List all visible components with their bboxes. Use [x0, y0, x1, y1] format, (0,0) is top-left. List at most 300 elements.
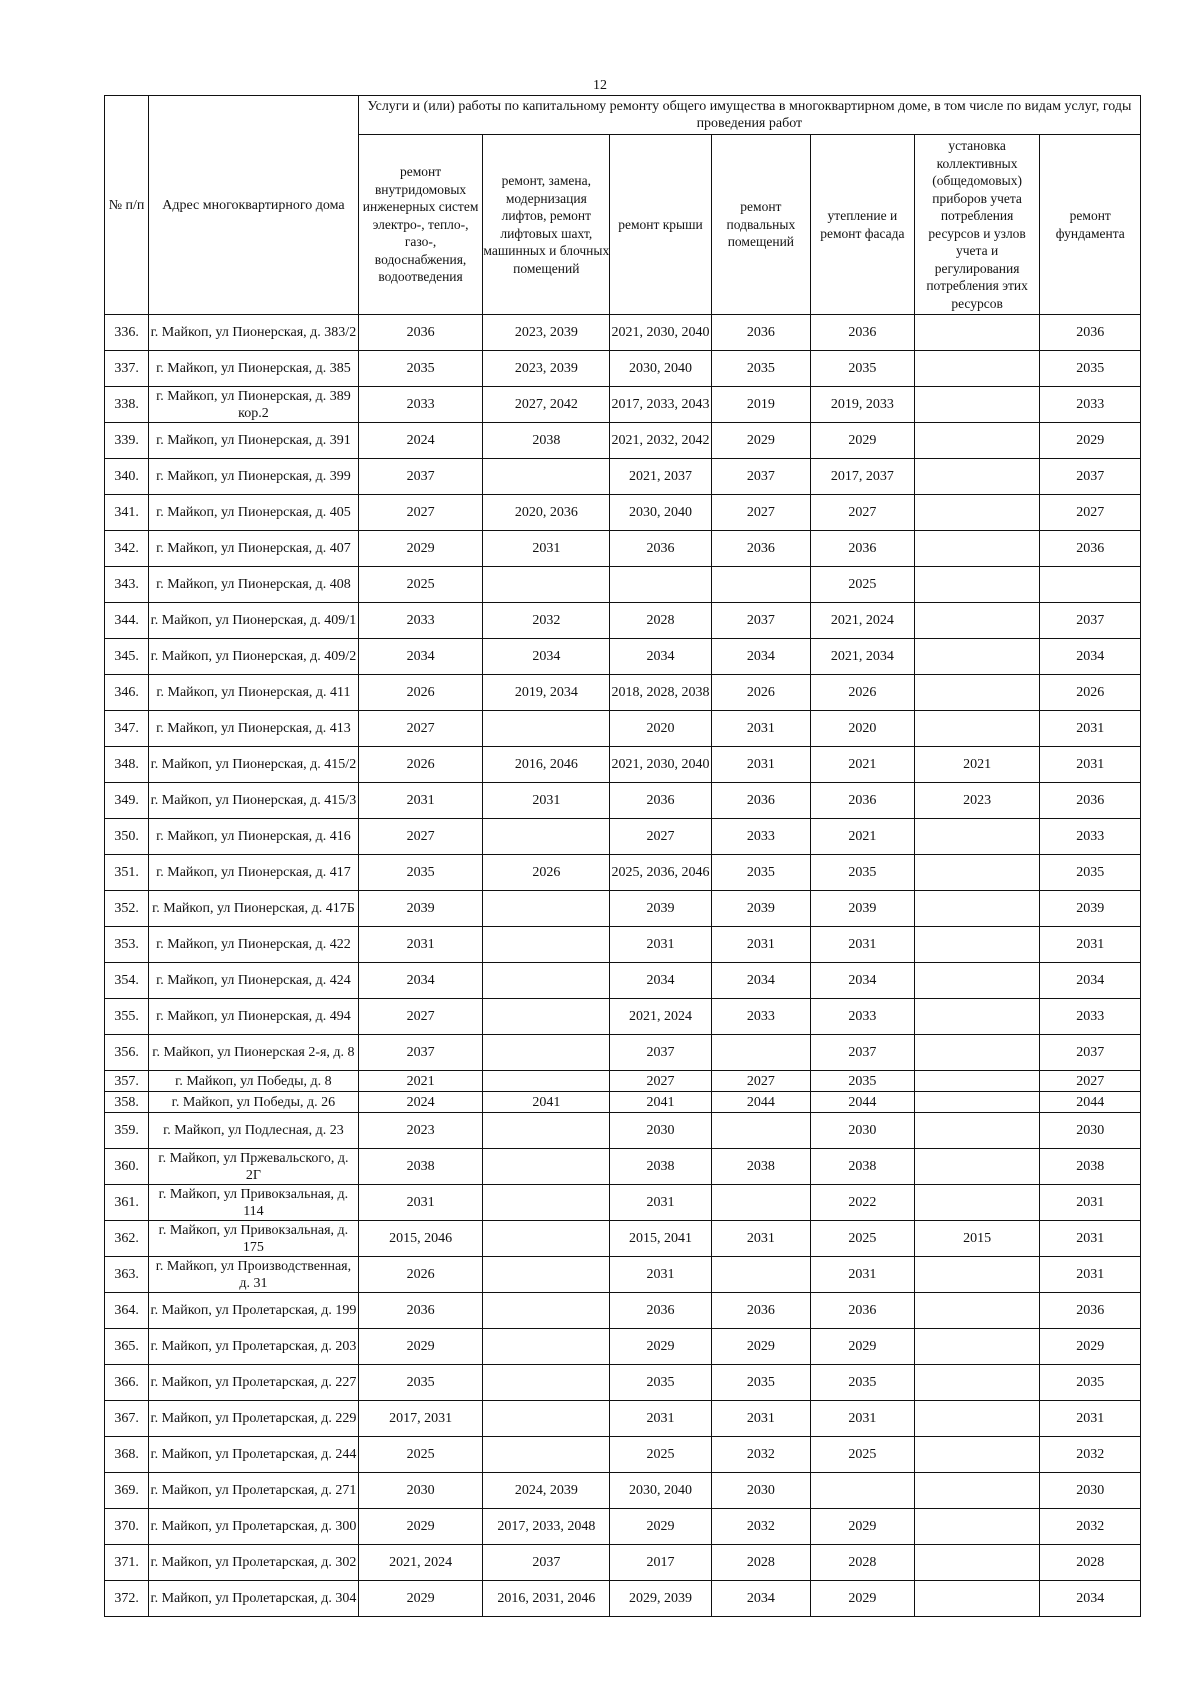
cell-roof: 2017	[610, 1545, 711, 1581]
cell-engineering-systems: 2031	[358, 927, 483, 963]
cell-engineering-systems: 2035	[358, 855, 483, 891]
row-number: 352.	[105, 891, 149, 927]
cell-engineering-systems: 2027	[358, 495, 483, 531]
cell-metering-devices	[914, 1185, 1040, 1221]
address-cell: г. Майкоп, ул Победы, д. 8	[149, 1071, 359, 1092]
address-cell: г. Майкоп, ул Пионерская, д. 417	[149, 855, 359, 891]
header-num: № п/п	[105, 96, 149, 315]
header-facade: утепление и ремонт фасада	[811, 135, 915, 315]
cell-basement: 2044	[711, 1092, 810, 1113]
table-row	[105, 1293, 1141, 1329]
row-number: 370.	[105, 1509, 149, 1545]
cell-basement: 2035	[711, 351, 810, 387]
cell-facade: 2029	[811, 423, 915, 459]
cell-metering-devices	[914, 1071, 1040, 1092]
table-row	[105, 1035, 1141, 1071]
cell-metering-devices	[914, 1437, 1040, 1473]
table-row	[105, 351, 1141, 387]
cell-basement: 2039	[711, 891, 810, 927]
address-cell: г. Майкоп, ул Пролетарская, д. 203	[149, 1329, 359, 1365]
cell-metering-devices	[914, 1329, 1040, 1365]
cell-facade: 2022	[811, 1185, 915, 1221]
address-cell: г. Майкоп, ул Пролетарская, д. 304	[149, 1581, 359, 1617]
cell-basement: 2031	[711, 1401, 810, 1437]
capital-repair-table	[104, 95, 1141, 1617]
cell-roof: 2021, 2032, 2042	[610, 423, 711, 459]
cell-foundation: 2039	[1040, 891, 1141, 927]
row-number: 364.	[105, 1293, 149, 1329]
table-row	[105, 531, 1141, 567]
address-cell: г. Майкоп, ул Подлесная, д. 23	[149, 1113, 359, 1149]
table-row	[105, 1113, 1141, 1149]
cell-foundation: 2034	[1040, 639, 1141, 675]
header-address: Адрес многоквартирного дома	[149, 96, 359, 315]
cell-facade: 2035	[811, 351, 915, 387]
table-row	[105, 495, 1141, 531]
cell-foundation: 2037	[1040, 603, 1141, 639]
cell-metering-devices	[914, 1365, 1040, 1401]
row-number: 350.	[105, 819, 149, 855]
cell-basement: 2035	[711, 855, 810, 891]
cell-elevators	[483, 1437, 610, 1473]
cell-engineering-systems: 2029	[358, 1581, 483, 1617]
cell-foundation: 2027	[1040, 495, 1141, 531]
cell-facade: 2036	[811, 531, 915, 567]
cell-basement: 2019	[711, 387, 810, 423]
cell-basement	[711, 1185, 810, 1221]
cell-roof: 2030, 2040	[610, 351, 711, 387]
cell-basement: 2031	[711, 1221, 810, 1257]
header-roof: ремонт крыши	[610, 135, 711, 315]
cell-roof: 2021, 2030, 2040	[610, 747, 711, 783]
page-number: 12	[593, 78, 607, 93]
cell-basement: 2031	[711, 927, 810, 963]
address-cell: г. Майкоп, ул Пионерская, д. 389 кор.2	[149, 387, 359, 423]
table-row	[105, 819, 1141, 855]
cell-engineering-systems: 2031	[358, 783, 483, 819]
cell-facade: 2026	[811, 675, 915, 711]
cell-roof: 2031	[610, 1401, 711, 1437]
cell-engineering-systems: 2025	[358, 1437, 483, 1473]
cell-facade: 2035	[811, 1365, 915, 1401]
table-row	[105, 1221, 1141, 1257]
table-row	[105, 999, 1141, 1035]
table-row	[105, 1257, 1141, 1293]
table-row	[105, 603, 1141, 639]
table-row	[105, 387, 1141, 423]
cell-roof: 2039	[610, 891, 711, 927]
address-cell: г. Майкоп, ул Пионерская, д. 385	[149, 351, 359, 387]
cell-facade: 2021	[811, 747, 915, 783]
cell-foundation: 2035	[1040, 351, 1141, 387]
cell-facade	[811, 1473, 915, 1509]
cell-metering-devices	[914, 1401, 1040, 1437]
cell-facade: 2029	[811, 1509, 915, 1545]
cell-facade: 2020	[811, 711, 915, 747]
cell-elevators	[483, 1401, 610, 1437]
cell-roof: 2029	[610, 1509, 711, 1545]
cell-metering-devices	[914, 639, 1040, 675]
cell-elevators	[483, 1185, 610, 1221]
table-row	[105, 1092, 1141, 1113]
cell-elevators: 2032	[483, 603, 610, 639]
cell-roof: 2029	[610, 1329, 711, 1365]
address-cell: г. Майкоп, ул Пионерская, д. 416	[149, 819, 359, 855]
cell-foundation: 2031	[1040, 1221, 1141, 1257]
cell-basement: 2036	[711, 531, 810, 567]
cell-facade: 2027	[811, 495, 915, 531]
cell-foundation: 2033	[1040, 999, 1141, 1035]
cell-engineering-systems: 2034	[358, 963, 483, 999]
cell-foundation: 2033	[1040, 819, 1141, 855]
cell-basement	[711, 1257, 810, 1293]
cell-roof: 2036	[610, 783, 711, 819]
address-cell: г. Майкоп, ул Пионерская, д. 405	[149, 495, 359, 531]
cell-metering-devices	[914, 387, 1040, 423]
cell-roof: 2027	[610, 819, 711, 855]
cell-foundation: 2034	[1040, 1581, 1141, 1617]
table-row	[105, 567, 1141, 603]
row-number: 356.	[105, 1035, 149, 1071]
cell-basement: 2032	[711, 1437, 810, 1473]
cell-basement: 2029	[711, 1329, 810, 1365]
cell-roof: 2038	[610, 1149, 711, 1185]
cell-facade: 2021, 2024	[811, 603, 915, 639]
cell-basement: 2037	[711, 459, 810, 495]
cell-metering-devices: 2023	[914, 783, 1040, 819]
cell-facade: 2025	[811, 1221, 915, 1257]
row-number: 351.	[105, 855, 149, 891]
cell-roof: 2021, 2030, 2040	[610, 315, 711, 351]
cell-roof: 2031	[610, 1185, 711, 1221]
cell-elevators: 2031	[483, 531, 610, 567]
cell-metering-devices	[914, 1092, 1040, 1113]
cell-metering-devices	[914, 1545, 1040, 1581]
cell-elevators	[483, 963, 610, 999]
cell-foundation: 2031	[1040, 1185, 1141, 1221]
cell-basement: 2026	[711, 675, 810, 711]
cell-engineering-systems: 2017, 2031	[358, 1401, 483, 1437]
row-number: 339.	[105, 423, 149, 459]
cell-foundation: 2029	[1040, 423, 1141, 459]
cell-metering-devices	[914, 675, 1040, 711]
address-cell: г. Майкоп, ул Пролетарская, д. 199	[149, 1293, 359, 1329]
cell-engineering-systems: 2033	[358, 387, 483, 423]
row-number: 354.	[105, 963, 149, 999]
cell-metering-devices	[914, 963, 1040, 999]
cell-basement: 2031	[711, 711, 810, 747]
address-cell: г. Майкоп, ул Пролетарская, д. 302	[149, 1545, 359, 1581]
cell-roof: 2034	[610, 963, 711, 999]
cell-metering-devices	[914, 495, 1040, 531]
table-row	[105, 1509, 1141, 1545]
cell-metering-devices	[914, 315, 1040, 351]
cell-metering-devices	[914, 567, 1040, 603]
cell-roof: 2018, 2028, 2038	[610, 675, 711, 711]
cell-facade: 2038	[811, 1149, 915, 1185]
row-number: 355.	[105, 999, 149, 1035]
cell-elevators: 2037	[483, 1545, 610, 1581]
address-cell: г. Майкоп, ул Пролетарская, д. 300	[149, 1509, 359, 1545]
cell-elevators	[483, 1035, 610, 1071]
cell-metering-devices	[914, 1293, 1040, 1329]
cell-metering-devices	[914, 1149, 1040, 1185]
cell-elevators	[483, 1293, 610, 1329]
cell-elevators	[483, 1113, 610, 1149]
cell-foundation: 2031	[1040, 711, 1141, 747]
cell-roof: 2028	[610, 603, 711, 639]
cell-roof: 2030, 2040	[610, 1473, 711, 1509]
address-cell: г. Майкоп, ул Пионерская, д. 407	[149, 531, 359, 567]
cell-foundation: 2031	[1040, 1401, 1141, 1437]
cell-foundation: 2035	[1040, 1365, 1141, 1401]
cell-roof	[610, 567, 711, 603]
address-cell: г. Майкоп, ул Пржевальского, д. 2Г	[149, 1149, 359, 1185]
cell-facade: 2037	[811, 1035, 915, 1071]
cell-facade: 2036	[811, 783, 915, 819]
cell-metering-devices	[914, 531, 1040, 567]
cell-facade: 2019, 2033	[811, 387, 915, 423]
address-cell: г. Майкоп, ул Пионерская, д. 399	[149, 459, 359, 495]
cell-roof: 2017, 2033, 2043	[610, 387, 711, 423]
address-cell: г. Майкоп, ул Пионерская, д. 391	[149, 423, 359, 459]
cell-foundation: 2036	[1040, 315, 1141, 351]
table-row	[105, 747, 1141, 783]
cell-foundation: 2028	[1040, 1545, 1141, 1581]
cell-foundation: 2026	[1040, 675, 1141, 711]
cell-foundation: 2032	[1040, 1509, 1141, 1545]
cell-basement: 2037	[711, 603, 810, 639]
cell-basement: 2034	[711, 1581, 810, 1617]
table-row	[105, 1473, 1141, 1509]
row-number: 346.	[105, 675, 149, 711]
cell-basement	[711, 1035, 810, 1071]
cell-facade: 2031	[811, 1401, 915, 1437]
cell-engineering-systems: 2026	[358, 1257, 483, 1293]
table-row	[105, 1149, 1141, 1185]
cell-foundation: 2031	[1040, 927, 1141, 963]
table-row	[105, 1437, 1141, 1473]
row-number: 341.	[105, 495, 149, 531]
row-number: 359.	[105, 1113, 149, 1149]
row-number: 345.	[105, 639, 149, 675]
cell-roof: 2031	[610, 927, 711, 963]
cell-metering-devices	[914, 891, 1040, 927]
address-cell: г. Майкоп, ул Пролетарская, д. 229	[149, 1401, 359, 1437]
cell-foundation: 2030	[1040, 1113, 1141, 1149]
cell-elevators	[483, 459, 610, 495]
row-number: 365.	[105, 1329, 149, 1365]
row-number: 349.	[105, 783, 149, 819]
cell-facade: 2033	[811, 999, 915, 1035]
cell-roof: 2025, 2036, 2046	[610, 855, 711, 891]
cell-basement: 2038	[711, 1149, 810, 1185]
cell-elevators: 2041	[483, 1092, 610, 1113]
table-row	[105, 423, 1141, 459]
row-number: 338.	[105, 387, 149, 423]
cell-engineering-systems: 2036	[358, 315, 483, 351]
table-row	[105, 1185, 1141, 1221]
cell-engineering-systems: 2035	[358, 1365, 483, 1401]
cell-metering-devices	[914, 1113, 1040, 1149]
row-number: 353.	[105, 927, 149, 963]
address-cell: г. Майкоп, ул Пионерская 2-я, д. 8	[149, 1035, 359, 1071]
cell-facade: 2028	[811, 1545, 915, 1581]
address-cell: г. Майкоп, ул Пионерская, д. 383/2	[149, 315, 359, 351]
table-body	[105, 315, 1141, 1617]
table-row	[105, 1365, 1141, 1401]
cell-elevators	[483, 567, 610, 603]
cell-elevators: 2024, 2039	[483, 1473, 610, 1509]
header-foundation: ремонт фундамента	[1040, 135, 1141, 315]
cell-engineering-systems: 2029	[358, 1329, 483, 1365]
cell-foundation: 2031	[1040, 1257, 1141, 1293]
table-row	[105, 1545, 1141, 1581]
cell-elevators	[483, 1221, 610, 1257]
cell-elevators	[483, 927, 610, 963]
cell-facade: 2031	[811, 1257, 915, 1293]
cell-engineering-systems: 2027	[358, 711, 483, 747]
cell-basement: 2029	[711, 423, 810, 459]
address-cell: г. Майкоп, ул Пионерская, д. 417Б	[149, 891, 359, 927]
cell-engineering-systems: 2026	[358, 747, 483, 783]
cell-elevators	[483, 1257, 610, 1293]
address-cell: г. Майкоп, ул Пионерская, д. 409/1	[149, 603, 359, 639]
cell-foundation: 2036	[1040, 1293, 1141, 1329]
row-number: 344.	[105, 603, 149, 639]
table-row	[105, 639, 1141, 675]
cell-roof: 2021, 2037	[610, 459, 711, 495]
cell-engineering-systems: 2021	[358, 1071, 483, 1092]
cell-basement: 2033	[711, 999, 810, 1035]
cell-engineering-systems: 2023	[358, 1113, 483, 1149]
cell-facade: 2039	[811, 891, 915, 927]
cell-foundation: 2034	[1040, 963, 1141, 999]
cell-engineering-systems: 2024	[358, 423, 483, 459]
cell-basement: 2030	[711, 1473, 810, 1509]
cell-elevators: 2023, 2039	[483, 315, 610, 351]
cell-roof: 2029, 2039	[610, 1581, 711, 1617]
header-basement: ремонт подвальных помещений	[711, 135, 810, 315]
cell-facade: 2036	[811, 1293, 915, 1329]
cell-elevators: 2016, 2046	[483, 747, 610, 783]
cell-elevators: 2017, 2033, 2048	[483, 1509, 610, 1545]
cell-engineering-systems: 2027	[358, 999, 483, 1035]
row-number: 362.	[105, 1221, 149, 1257]
cell-engineering-systems: 2024	[358, 1092, 483, 1113]
cell-elevators	[483, 891, 610, 927]
row-number: 372.	[105, 1581, 149, 1617]
cell-engineering-systems: 2025	[358, 567, 483, 603]
cell-elevators: 2023, 2039	[483, 351, 610, 387]
cell-facade: 2029	[811, 1329, 915, 1365]
address-cell: г. Майкоп, ул Пионерская, д. 494	[149, 999, 359, 1035]
address-cell: г. Майкоп, ул Пролетарская, д. 244	[149, 1437, 359, 1473]
cell-engineering-systems: 2035	[358, 351, 483, 387]
cell-elevators	[483, 819, 610, 855]
address-cell: г. Майкоп, ул Пионерская, д. 408	[149, 567, 359, 603]
cell-elevators	[483, 1149, 610, 1185]
row-number: 337.	[105, 351, 149, 387]
row-number: 360.	[105, 1149, 149, 1185]
table-row	[105, 891, 1141, 927]
cell-engineering-systems: 2033	[358, 603, 483, 639]
cell-roof: 2025	[610, 1437, 711, 1473]
address-cell: г. Майкоп, ул Пролетарская, д. 227	[149, 1365, 359, 1401]
row-number: 342.	[105, 531, 149, 567]
row-number: 358.	[105, 1092, 149, 1113]
header-engineering-systems: ремонт внутридомовых инженерных систем электро-, тепло-, газо-, водоснабжения, водоотведения	[358, 135, 483, 315]
cell-roof: 2035	[610, 1365, 711, 1401]
cell-metering-devices	[914, 603, 1040, 639]
cell-basement: 2032	[711, 1509, 810, 1545]
cell-metering-devices	[914, 1257, 1040, 1293]
table-row	[105, 459, 1141, 495]
table-row	[105, 711, 1141, 747]
cell-elevators	[483, 1071, 610, 1092]
cell-roof: 2037	[610, 1035, 711, 1071]
cell-basement: 2034	[711, 963, 810, 999]
cell-foundation: 2030	[1040, 1473, 1141, 1509]
cell-foundation: 2036	[1040, 531, 1141, 567]
cell-foundation: 2031	[1040, 747, 1141, 783]
row-number: 371.	[105, 1545, 149, 1581]
address-cell: г. Майкоп, ул Пионерская, д. 409/2	[149, 639, 359, 675]
row-number: 336.	[105, 315, 149, 351]
cell-facade: 2034	[811, 963, 915, 999]
cell-metering-devices	[914, 711, 1040, 747]
cell-elevators: 2038	[483, 423, 610, 459]
cell-engineering-systems: 2029	[358, 1509, 483, 1545]
cell-roof: 2027	[610, 1071, 711, 1092]
cell-elevators: 2020, 2036	[483, 495, 610, 531]
cell-metering-devices	[914, 819, 1040, 855]
cell-basement: 2027	[711, 495, 810, 531]
cell-elevators	[483, 1365, 610, 1401]
cell-engineering-systems: 2029	[358, 531, 483, 567]
row-number: 368.	[105, 1437, 149, 1473]
row-number: 366.	[105, 1365, 149, 1401]
cell-facade: 2031	[811, 927, 915, 963]
cell-basement	[711, 1113, 810, 1149]
row-number: 363.	[105, 1257, 149, 1293]
cell-elevators: 2026	[483, 855, 610, 891]
cell-facade: 2029	[811, 1581, 915, 1617]
cell-foundation: 2029	[1040, 1329, 1141, 1365]
cell-elevators: 2016, 2031, 2046	[483, 1581, 610, 1617]
cell-metering-devices	[914, 855, 1040, 891]
cell-engineering-systems: 2038	[358, 1149, 483, 1185]
address-cell: г. Майкоп, ул Победы, д. 26	[149, 1092, 359, 1113]
cell-elevators	[483, 999, 610, 1035]
cell-metering-devices: 2015	[914, 1221, 1040, 1257]
table-row	[105, 675, 1141, 711]
cell-facade: 2025	[811, 1437, 915, 1473]
cell-basement: 2034	[711, 639, 810, 675]
cell-basement: 2028	[711, 1545, 810, 1581]
cell-basement: 2033	[711, 819, 810, 855]
cell-metering-devices	[914, 459, 1040, 495]
address-cell: г. Майкоп, ул Пролетарская, д. 271	[149, 1473, 359, 1509]
address-cell: г. Майкоп, ул Пионерская, д. 415/2	[149, 747, 359, 783]
cell-metering-devices	[914, 999, 1040, 1035]
cell-engineering-systems: 2031	[358, 1185, 483, 1221]
address-cell: г. Майкоп, ул Привокзальная, д. 175	[149, 1221, 359, 1257]
cell-metering-devices	[914, 1581, 1040, 1617]
cell-basement: 2036	[711, 315, 810, 351]
cell-foundation: 2044	[1040, 1092, 1141, 1113]
cell-facade: 2044	[811, 1092, 915, 1113]
